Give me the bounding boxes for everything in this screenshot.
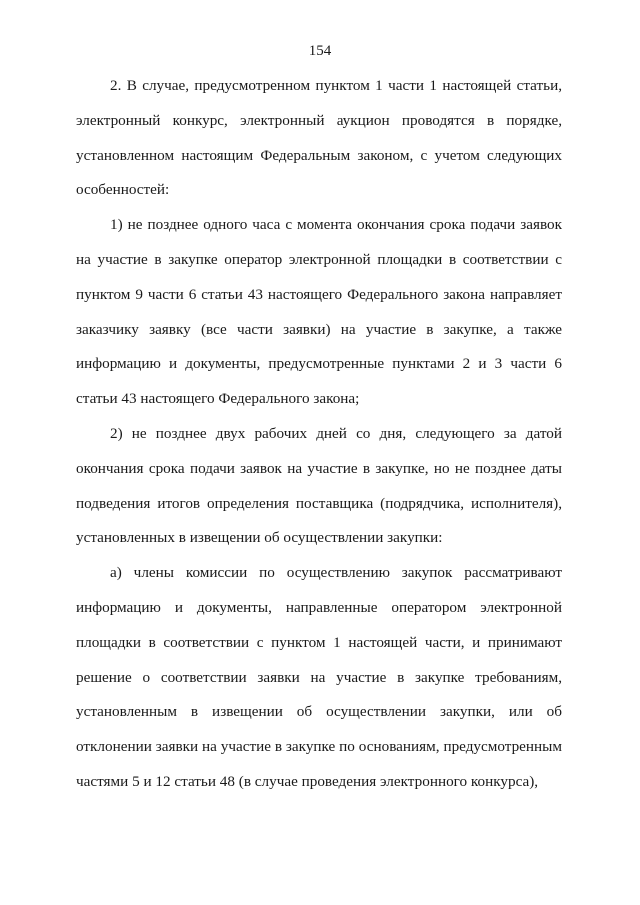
paragraph-clause-2: 2. В случае, предусмотренном пунктом 1 части 1 настоящей статьи, электронный конкурс, электронный аукцион проводятся в порядке, установленном настоящим Федеральным законом, с учетом следующих особенностей: xyxy=(76,77,562,199)
paragraph-subitem-a: а) члены комиссии по осуществлению закупок рассматривают информацию и документы, направленные оператором электронной площадки в соответствии с пунктом 1 настоящей части, и принимают решение о соответствии заявки на участие в закупке требованиям, установленным в извещении об осуществлении закупки, или об отклонении заявки на участие в закупке по основаниям, предусмотренным частями 5 и 12 статьи 48 (в случае проведения электронного конкурса), xyxy=(76,564,562,790)
document-body xyxy=(76,69,562,800)
page-number: 154 xyxy=(308,43,332,59)
paragraph-item-2: 2) не позднее двух рабочих дней со дня, следующего за датой окончания срока подачи заявок на участие в закупке, но не позднее даты подведения итогов определения поставщика (подрядчика, исполнителя), установленных в извещении об осуществлении закупки: xyxy=(76,424,562,547)
paragraph-item-1: 1) не позднее одного часа с момента окончания срока подачи заявок на участие в закупке оператор электронной площадки в соответствии с пунктом 9 части 6 статьи 43 настоящего Федерального закона направляет заказчику заявку (все части заявки) на участие в закупке, а также информацию и документы, предусмотренные пунктами 2 и 3 части 6 статьи 43 настоящего Федерального закона; xyxy=(76,216,562,408)
